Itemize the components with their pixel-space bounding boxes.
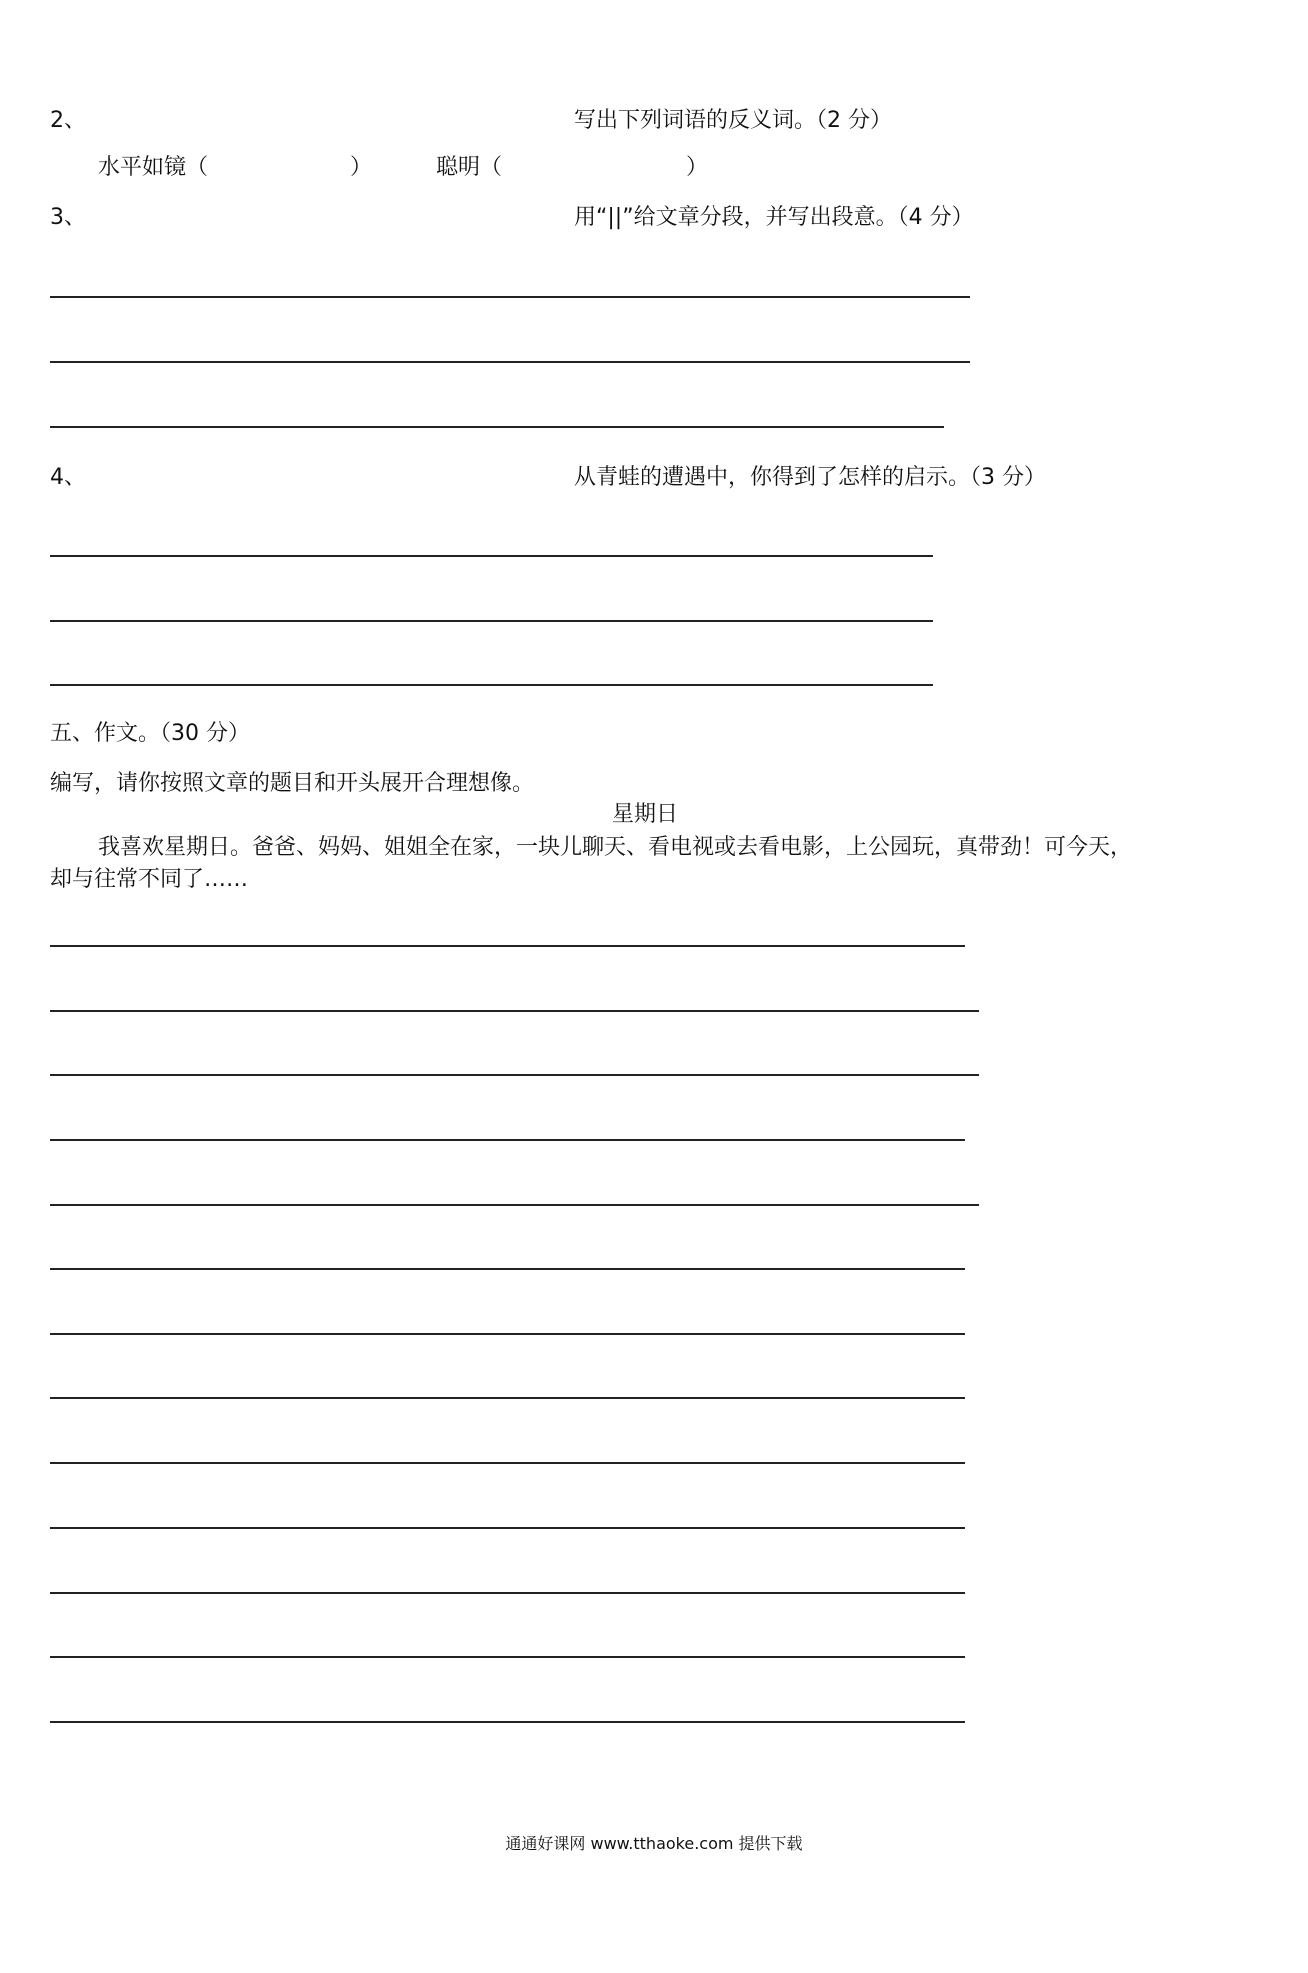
q4-number: 4、	[50, 465, 86, 490]
writing-line	[50, 1268, 965, 1270]
writing-line	[50, 1204, 979, 1206]
answer-line	[50, 684, 933, 686]
q3-number: 3、	[50, 205, 86, 230]
q2-number: 2、	[50, 108, 86, 133]
q2-answer-close-1: ）	[350, 155, 373, 180]
writing-line	[50, 1462, 965, 1464]
writing-line	[50, 945, 965, 947]
q2-instruction: 写出下列词语的反义词。（2 分）	[574, 108, 892, 133]
essay-opening-line-1: 我喜欢星期日。爸爸、妈妈、姐姐全在家，一块儿聊天、看电视或去看电影，上公园玩，真带劲！可今天，	[98, 835, 1133, 860]
answer-line	[50, 555, 933, 557]
footer-source: 通通好课网 www.tthaoke.com 提供下载	[505, 1834, 803, 1853]
writing-line	[50, 1397, 965, 1399]
q2-word-2: 聪明（	[436, 155, 503, 180]
answer-line	[50, 620, 933, 622]
essay-title: 星期日	[612, 802, 679, 827]
q3-instruction: 用“||”给文章分段，并写出段意。（4 分）	[574, 205, 974, 230]
answer-line	[50, 426, 944, 428]
writing-line	[50, 1010, 979, 1012]
essay-opening-line-2: 却与往常不同了……	[50, 867, 249, 892]
writing-line	[50, 1656, 965, 1658]
writing-line	[50, 1074, 979, 1076]
q2-answer-close-2: ）	[686, 155, 709, 180]
answer-line	[50, 296, 970, 298]
writing-line	[50, 1592, 965, 1594]
writing-line	[50, 1333, 965, 1335]
q2-word-1: 水平如镜（	[98, 155, 209, 180]
section-5-task: 编写，请你按照文章的题目和开头展开合理想像。	[50, 771, 535, 796]
writing-line	[50, 1721, 965, 1723]
q4-instruction: 从青蛙的遭遇中，你得到了怎样的启示。（3 分）	[574, 465, 1046, 490]
answer-line	[50, 361, 970, 363]
writing-line	[50, 1139, 965, 1141]
section-5-heading: 五、作文。（30 分）	[50, 721, 250, 746]
writing-line	[50, 1527, 965, 1529]
